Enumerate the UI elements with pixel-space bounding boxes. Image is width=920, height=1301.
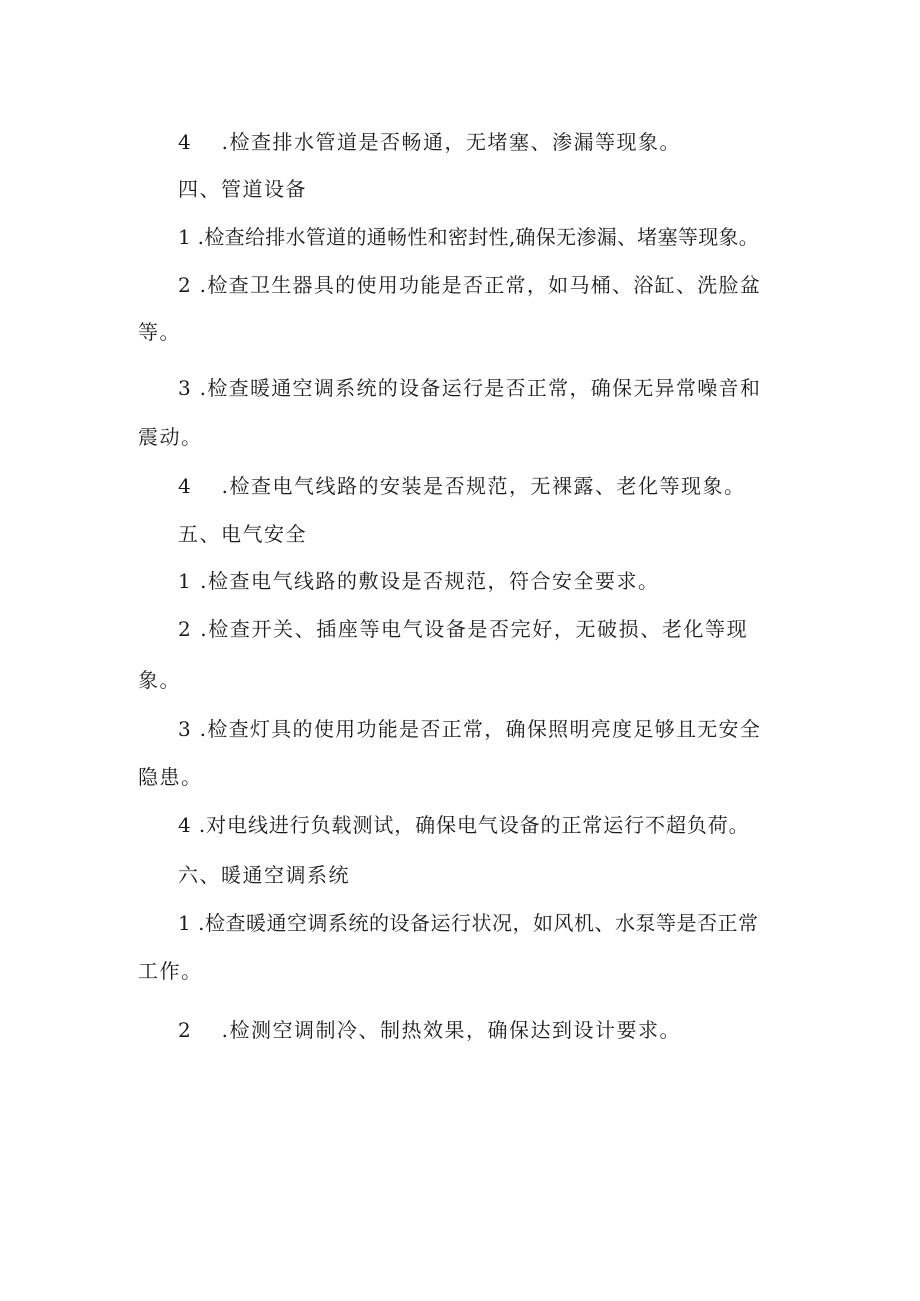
list-item: 4 .检查电气线路的安装是否规范，无裸露、老化等现象。	[178, 474, 746, 498]
list-item: 4 .检查排水管道是否畅通，无堵塞、渗漏等现象。	[178, 130, 681, 154]
list-item: 2 .检测空调制冷、制热效果，确保达到设计要求。	[178, 1018, 681, 1042]
list-item-continuation: 震动。	[138, 425, 203, 449]
list-item-continuation: 象。	[138, 668, 181, 692]
list-item: 1 .检查电气线路的敷设是否规范，符合安全要求。	[178, 569, 660, 593]
list-item-continuation: 工作。	[138, 959, 203, 983]
list-item: 1 .检查给排水管道的通畅性和密封性,确保无渗漏、堵塞等现象。	[178, 225, 760, 249]
list-item: 1 .检查暖通空调系统的设备运行状况，如风机、水泵等是否正常	[178, 911, 759, 935]
list-item-continuation: 隐患。	[138, 765, 203, 789]
list-item: 4 .对电线进行负载测试，确保电气设备的正常运行不超负荷。	[178, 813, 750, 837]
list-item: 2 .检查开关、插座等电气设备是否完好，无破损、老化等现	[178, 617, 749, 641]
section-heading: 四、管道设备	[178, 177, 307, 201]
list-item: 2 .检查卫生器具的使用功能是否正常，如马桶、浴缸、洗脸盆	[178, 273, 762, 297]
list-item: 3 .检查暖通空调系统的设备运行是否正常，确保无异常噪音和	[178, 376, 762, 400]
list-item: 3 .检查灯具的使用功能是否正常，确保照明亮度足够且无安全	[178, 717, 762, 741]
section-heading: 六、暖通空调系统	[178, 863, 350, 887]
list-item-continuation: 等。	[138, 320, 181, 344]
section-heading: 五、电气安全	[178, 522, 307, 546]
